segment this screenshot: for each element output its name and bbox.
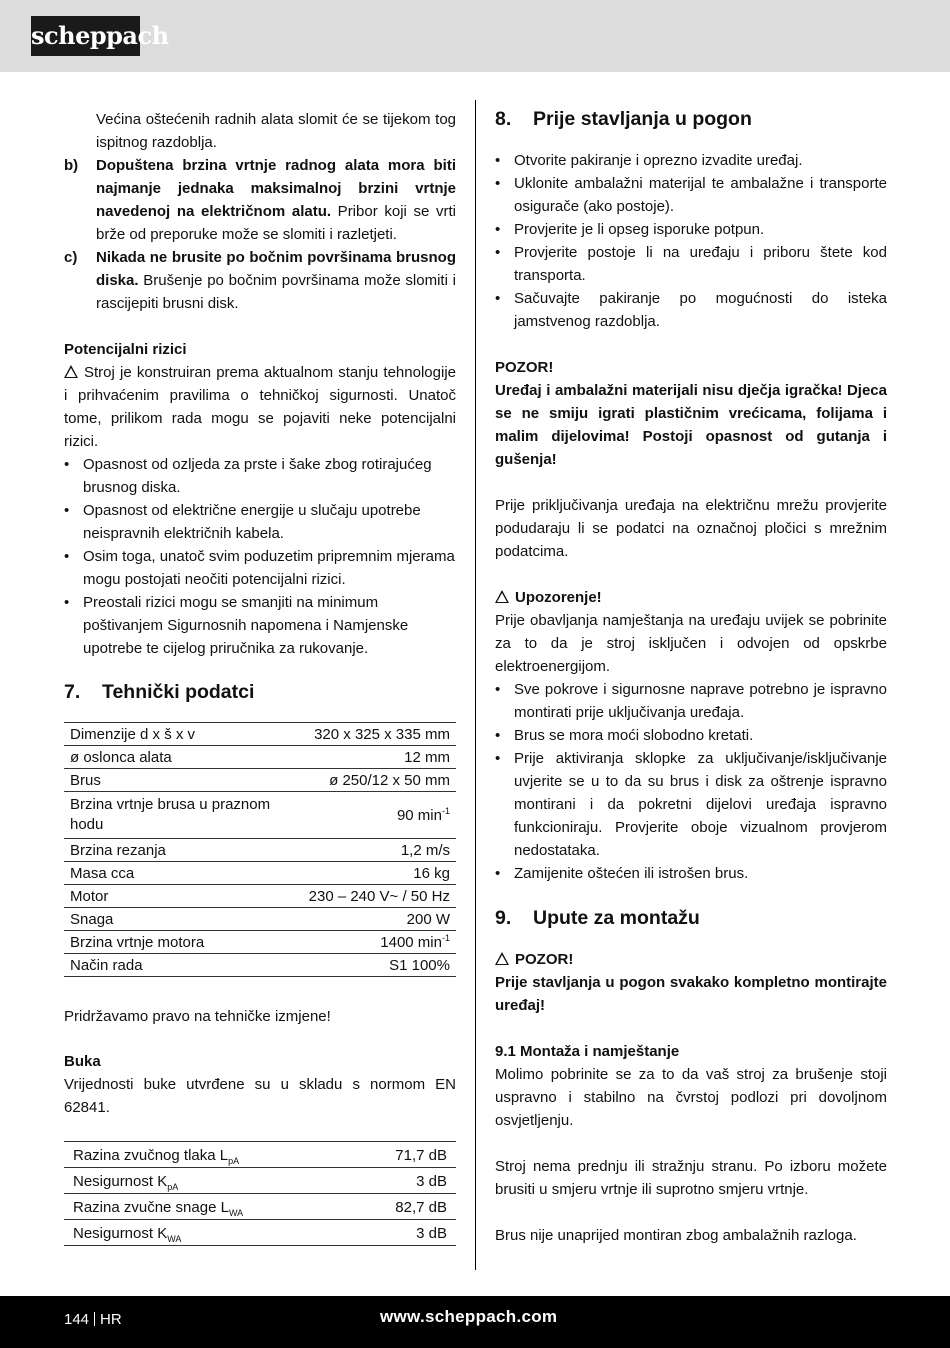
page-number: 144 HR xyxy=(64,1311,122,1328)
risk-item: • Opasnost od ozljeda za prste i šake zbog rotirajućeg brusnog diska. xyxy=(64,453,456,499)
table-row: Nesigurnost $K_{WA}$ 3 dB xyxy=(64,1220,456,1246)
table-row: Dimenzije d x š x v 320 x 325 x 335 mm xyxy=(64,723,456,746)
prep-item: • Sačuvajte pakiranje po mogućnosti do isteka jamstvenog razdoblja. xyxy=(495,287,887,333)
risks-heading: Potencijalni rizici xyxy=(64,341,187,358)
table-row: Masa cca 16 kg xyxy=(64,862,456,885)
website-url: www.scheppach.com xyxy=(380,1307,558,1326)
right-column xyxy=(495,108,887,1247)
table-row: Način rada S1 100% xyxy=(64,954,456,977)
caution-text: Prije stavljanja u pogon svakako kompletno montirajte uređaj! xyxy=(495,974,887,1014)
list-item-text: Brušenje po bočnim površinama može slomiti i rascijepiti brusni disk. xyxy=(96,272,456,312)
warning-triangle-icon xyxy=(495,952,509,965)
section-8-heading: 8. Prije stavljanja u pogon xyxy=(495,108,752,130)
page-header-bar xyxy=(0,0,950,72)
list-item-text: Pribor koji se vrti brže od preporuke može se slomiti i razletjeti. xyxy=(96,203,456,243)
table-row: Brus ø 250/12 x 50 mm xyxy=(64,769,456,792)
scheppach-logo: scheppach xyxy=(31,16,140,56)
table-row: Brzina vrtnje brusa u praznom hodu 90 $\min^{-1}$ xyxy=(64,792,456,839)
prep-item: • Uklonite ambalažni materijal te ambalažne i transporte osigurače (ako postoje). xyxy=(495,172,887,218)
left-column xyxy=(64,108,456,1246)
risk-item: • Preostali rizici mogu se smanjiti na minimum poštivanjem Sigurnosnih napomena i Namjenske upotrebe te cijelog priručnika za rukovanje. xyxy=(64,591,456,660)
table-row: Brzina vrtnje motora 1400 $\min^{-1}$ xyxy=(64,931,456,954)
noise-heading: Buka xyxy=(64,1053,101,1070)
reserve-note: Pridržavamo pravo na tehničke izmjene! xyxy=(64,1008,331,1025)
column-divider xyxy=(475,100,476,1270)
warning-item: • Zamijenite oštećen ili istrošen brus. xyxy=(495,862,887,885)
list-item-c xyxy=(64,246,456,315)
warning-item: • Prije aktiviranja sklopke za uključivanje/isključivanje uvjerite se u to da su brus i disk za oštrenje ispravno montirani i da pokretni dijelovi uređaja ispravno funkcioniraju. Provjerite oboje vizualnom provjerom nedostataka. xyxy=(495,747,887,862)
caution-heading: POZOR! xyxy=(495,948,887,971)
table-row: Nesigurnost $K_{pA}$ 3 dB xyxy=(64,1168,456,1194)
section-9-heading: 9. Upute za montažu xyxy=(495,907,700,929)
list-item-bold: Dopuštena brzina vrtnje radnog alata mora biti najmanje jednaka maksimalnoj brzini vrtnje navedenoj na električnom alatu. xyxy=(96,157,456,220)
table-row: Razina zvučne snage $L_{WA}$ 82,7 dB xyxy=(64,1194,456,1220)
prep-item: • Provjerite je li opseg isporuke potpun. xyxy=(495,218,887,241)
warning-heading: Upozorenje! xyxy=(495,586,887,609)
page-footer xyxy=(0,1296,950,1348)
mains-text: Prije priključivanja uređaja na električnu mrežu provjerite podudaraju li se podatci na označnoj pločici s mrežnim podatcima. xyxy=(495,497,887,560)
caution-text: Uređaj i ambalažni materijali nisu dječja igračka! Djeca se ne smiju igrati plastičnim vrećicama, folijama i malim dijelovima! Postoji opasnost od gutanja i gušenja! xyxy=(495,382,887,468)
subsection-text: Stroj nema prednju ili stražnju stranu. Po izboru možete brusiti u smjeru vrtnje ili suprotno smjeru vrtnje. xyxy=(495,1158,887,1198)
table-row: Motor 230 – 240 V~ / 50 Hz xyxy=(64,885,456,908)
caution-heading: POZOR! xyxy=(495,359,554,376)
risk-item: • Osim toga, unatoč svim poduzetim pripremnim mjerama mogu postojati neočiti potencijalni rizici. xyxy=(64,545,456,591)
prep-item: • Provjerite postoje li na uređaju i priboru štete kod transporta. xyxy=(495,241,887,287)
risk-item: • Opasnost od električne energije u slučaju upotrebe neispravnih električnih kabela. xyxy=(64,499,456,545)
warning-item: • Brus se mora moći slobodno kretati. xyxy=(495,724,887,747)
subsection-heading: 9.1 Montaža i namještanje xyxy=(495,1043,680,1060)
warning-triangle-icon xyxy=(64,365,78,378)
list-label: b) xyxy=(64,157,79,174)
warning-triangle-icon xyxy=(495,590,509,603)
noise-table xyxy=(64,1141,456,1246)
table-row: Snaga 200 W xyxy=(64,908,456,931)
risks-intro: Stroj je konstruiran prema aktualnom stanju tehnologije i prihvaćenim pravilima o tehničkoj sigurnosti. Unatoč tome, prilikom rada mogu se pojaviti neke potencijalni rizici. xyxy=(64,364,456,450)
list-label: c) xyxy=(64,249,78,266)
section-7-heading: 7. Tehnički podatci xyxy=(64,681,255,703)
intro-continuation: Većina oštećenih radnih alata slomit će se tijekom tog ispitnog razdoblja. xyxy=(96,111,456,151)
warning-item: • Sve pokrove i sigurnosne naprave potrebno je ispravno montirati prije uključivanja uređaja. xyxy=(495,678,887,724)
noise-intro: Vrijednosti buke utvrđene su u skladu s normom EN 62841. xyxy=(64,1076,456,1116)
list-item-b xyxy=(64,154,456,246)
subsection-text: Molimo pobrinite se za to da vaš stroj za brušenje stoji uspravno i stabilno na čvrstoj podlozi pri dovoljnom osvjetljenju. xyxy=(495,1066,887,1129)
subsection-text: Brus nije unaprijed montiran zbog ambalažnih razloga. xyxy=(495,1227,857,1244)
table-row: Razina zvučnog tlaka $L_{pA}$ 71,7 dB xyxy=(64,1142,456,1168)
technical-data-table xyxy=(64,722,456,977)
table-row: Brzina rezanja 1,2 m/s xyxy=(64,839,456,862)
warning-text: Prije obavljanja namještanja na uređaju uvijek se pobrinite za to da je stroj isključen i odvojen od opskrbe elektroenergijom. xyxy=(495,612,887,675)
list-item-bold: Nikada ne brusite po bočnim površinama brusnog diska. xyxy=(96,249,456,289)
prep-item: • Otvorite pakiranje i oprezno izvadite uređaj. xyxy=(495,149,887,172)
table-row: ø oslonca alata 12 mm xyxy=(64,746,456,769)
